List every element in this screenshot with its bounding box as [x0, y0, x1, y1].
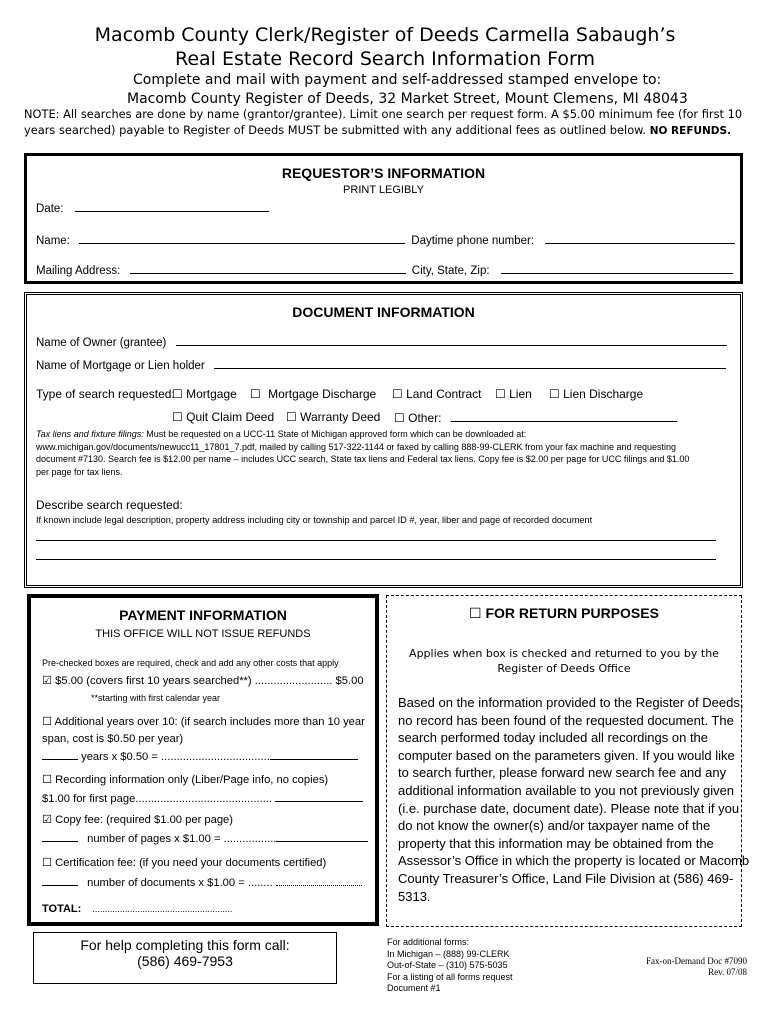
holder-row	[36, 357, 726, 372]
checkbox-icon[interactable]: ☐	[469, 606, 482, 622]
rec-amount-field[interactable]	[275, 790, 363, 802]
address-label: Mailing Address:	[36, 265, 121, 277]
opt-other[interactable]	[394, 410, 677, 425]
return-body-line: County Treasurer’s Office, Land File Division at (586) 469-	[398, 870, 734, 886]
opt-warranty-label: Warranty Deed	[300, 410, 381, 424]
copy-fee-row	[42, 810, 368, 849]
opt-other-label: Other:	[408, 411, 442, 425]
revision: Rev. 07/08	[708, 967, 747, 977]
addl-amount-field[interactable]	[270, 748, 358, 760]
additional-forms-info	[387, 937, 513, 995]
opt-mortgage-label: Mortgage	[186, 387, 237, 401]
addl-text-3: years x $0.50 = ...................................	[81, 751, 270, 763]
copy-text-1: Copy fee: (required $1.00 per page)	[55, 814, 234, 826]
note-line1: NOTE: All searches are done by name (grantor/grantee). Limit one search per request form. A $5.00 minimum fee (for first 10	[24, 107, 743, 121]
return-body-line: search performed today included all recordings on the	[398, 730, 709, 746]
applies-line1: Applies when box is checked and returned to you by the	[409, 647, 719, 660]
forms-info-line: Document #1	[387, 983, 441, 994]
no-refunds-note: NO REFUNDS.	[649, 125, 732, 137]
opt-lien-discharge-label: Lien Discharge	[563, 387, 644, 401]
owner-field[interactable]	[176, 334, 727, 346]
forms-info-line: For additional forms:	[387, 937, 470, 947]
checkbox-icon[interactable]: ☐	[42, 715, 53, 728]
note-line2	[24, 123, 731, 137]
cert-amount-field[interactable]	[276, 874, 362, 886]
total-dots[interactable]: ........................................................	[92, 904, 233, 914]
address-field[interactable]	[130, 262, 406, 274]
base-fee-text: $5.00 (covers first 10 years searched**) ......................... $5.00	[55, 675, 364, 687]
opt-quit-claim[interactable]	[172, 410, 274, 424]
return-body-line: no record has been found of the requested document. The	[398, 712, 734, 728]
recording-row	[42, 770, 363, 809]
checkbox-icon[interactable]: ☐	[250, 387, 261, 401]
return-body-line: do not know the owner(s) and/or taxpayer name of the	[398, 818, 711, 834]
rec-text-1: Recording information only (Liber/Page info, no copies)	[55, 774, 329, 786]
date-field[interactable]	[75, 200, 269, 212]
no-refunds-text: THIS OFFICE WILL NOT ISSUE REFUNDS	[95, 628, 311, 640]
checkbox-icon[interactable]: ☐	[42, 856, 53, 869]
opt-lien-label: Lien	[509, 387, 532, 401]
addl-years-field[interactable]	[42, 748, 78, 760]
opt-land-contract[interactable]	[392, 387, 482, 401]
opt-mortgage[interactable]	[172, 387, 237, 401]
forms-info-line: For a listing of all forms request	[387, 971, 513, 982]
return-body-line: property that this information may be obtained from the	[398, 835, 714, 851]
cert-text-1: Certification fee: (if you need your documents certified)	[55, 857, 327, 869]
payment-title: PAYMENT INFORMATION	[119, 607, 287, 623]
base-fee-row	[42, 674, 364, 687]
return-body	[398, 694, 749, 905]
cert-text-2: number of documents x $1.00 = ........	[87, 877, 273, 889]
return-body-line: 5313.	[398, 888, 431, 904]
checkbox-icon[interactable]: ☐	[42, 773, 53, 786]
opt-lien-discharge[interactable]	[549, 387, 643, 401]
payment-section	[27, 594, 379, 926]
pages-field[interactable]	[42, 830, 78, 842]
opt-land-label: Land Contract	[406, 387, 482, 401]
holder-field[interactable]	[214, 357, 726, 369]
requestor-title: REQUESTOR’S INFORMATION	[281, 165, 486, 181]
tax-liens-note	[36, 428, 726, 478]
help-text: For help completing this form call:	[80, 937, 290, 953]
return-body-line: (i.e. purchase date, document date). Please note that if you	[398, 800, 740, 816]
owner-label: Name of Owner (grantee)	[36, 337, 167, 349]
date-label: Date:	[36, 203, 64, 215]
forms-info-line: In Michigan – (888) 99-CLERK	[387, 948, 510, 959]
certification-row	[42, 853, 362, 893]
address-row	[36, 262, 733, 277]
checkbox-checked-icon[interactable]: ☑	[42, 813, 53, 826]
starting-note: **starting with first calendar year	[91, 693, 221, 703]
opt-lien[interactable]	[495, 387, 532, 401]
search-type-row	[36, 387, 175, 401]
requestor-section	[24, 153, 743, 284]
copy-text-2: number of pages x $1.00 = .................	[87, 833, 277, 845]
name-row	[36, 232, 735, 247]
checkbox-icon[interactable]: ☐	[172, 410, 183, 424]
city-label: City, State, Zip:	[411, 265, 490, 277]
describe-hint: If known include legal description, property address including city or township and parcel ID #, year, liber and page of recorded document	[36, 515, 593, 525]
copy-amount-field[interactable]	[276, 830, 368, 842]
city-field[interactable]	[501, 262, 733, 274]
owner-row	[36, 334, 727, 349]
checkbox-icon[interactable]: ☐	[286, 410, 297, 424]
help-phone: (586) 469-7953	[137, 953, 233, 969]
describe-label: Describe search requested:	[36, 498, 183, 512]
total-label: TOTAL:	[42, 903, 82, 915]
checkbox-icon[interactable]: ☐	[394, 411, 405, 425]
documents-field[interactable]	[42, 874, 78, 886]
mail-address: Macomb County Register of Deeds, 32 Market Street, Mount Clemens, MI 48043	[127, 91, 688, 107]
addl-text-1: Additional years over 10: (if search includes more than 10 year	[54, 716, 365, 728]
help-box	[33, 932, 337, 984]
checkbox-checked-icon[interactable]: ☑	[42, 674, 53, 687]
phone-label: Daytime phone number:	[411, 235, 535, 247]
search-type-label: Type of search requested:	[36, 387, 175, 401]
note-text: years searched) payable to Register of Deeds MUST be submitted with any additional fees as outlined below.	[24, 123, 647, 137]
name-label: Name:	[36, 235, 70, 247]
tax-text-2: www.michigan.gov/documents/newucc11_17801_7.pdf, mailed by calling 517-322-1144 or faxed by calling 888-99-CLERK from your fax machine and requesting	[36, 441, 677, 452]
checkbox-icon[interactable]: ☐	[392, 387, 403, 401]
document-section	[24, 292, 743, 588]
print-legibly: PRINT LEGIBLY	[343, 184, 424, 196]
return-body-line: to search further, please forward new search fee and any	[398, 765, 727, 781]
fax-on-demand: Fax-on-Demand Doc #7090	[646, 956, 747, 966]
describe-field-2[interactable]	[36, 559, 716, 560]
tax-liens-heading: Tax liens and fixture filings:	[36, 429, 144, 439]
opt-quit-label: Quit Claim Deed	[186, 410, 275, 424]
return-section	[386, 595, 750, 927]
tax-text-4: per page for tax liens.	[36, 466, 123, 477]
return-title: FOR RETURN PURPOSES	[485, 605, 659, 621]
name-field[interactable]	[79, 232, 405, 244]
mail-instruction: Complete and mail with payment and self-addressed stamped envelope to:	[133, 72, 662, 88]
total-row	[42, 903, 232, 915]
tax-text-1: Must be requested on a UCC-11 State of Michigan approved form which can be downloaded at:	[143, 429, 527, 439]
applies-line2: Register of Deeds Office	[497, 662, 631, 675]
addl-text-2: span, cost is $0.50 per year)	[42, 733, 184, 745]
checkbox-icon[interactable]: ☐	[549, 387, 560, 401]
opt-discharge-label: Mortgage Discharge	[268, 387, 377, 401]
other-field[interactable]	[451, 410, 677, 422]
holder-label: Name of Mortgage or Lien holder	[36, 360, 205, 372]
return-body-line: Based on the information provided to the Register of Deeds,	[398, 695, 744, 710]
form-title-line1: Macomb County Clerk/Register of Deeds Carmella Sabaugh’s	[94, 24, 676, 46]
additional-years-row	[42, 713, 365, 766]
phone-field[interactable]	[545, 232, 735, 244]
opt-mortgage-discharge[interactable]	[250, 387, 376, 401]
date-row	[36, 200, 269, 215]
return-body-line: computer based on the parameters given. If you would like	[398, 747, 735, 763]
return-title-row	[387, 605, 741, 622]
form-title-line2: Real Estate Record Search Information Form	[174, 48, 596, 70]
prechecked-note: Pre-checked boxes are required, check and add any other costs that apply	[42, 658, 339, 668]
return-body-line: Assessor’s Office in which the property is located or Macomb	[398, 853, 750, 869]
opt-warranty-deed[interactable]	[286, 410, 380, 424]
checkbox-icon[interactable]: ☐	[172, 387, 183, 401]
return-body-line: additional information available to you not previously given	[398, 782, 735, 798]
tax-text-3: document #7130. Search fee is $12.00 per name – includes UCC search, State tax liens and Federal tax liens. Copy fee is $2.00 per page for UCC filings and $1.00	[36, 454, 690, 465]
document-title: DOCUMENT INFORMATION	[292, 304, 475, 320]
describe-field-1[interactable]	[36, 540, 716, 541]
rec-text-2: $1.00 for first page............................................	[42, 793, 273, 805]
checkbox-icon[interactable]: ☐	[495, 387, 506, 401]
forms-info-line: Out-of-State – (310) 575-5035	[387, 960, 508, 971]
